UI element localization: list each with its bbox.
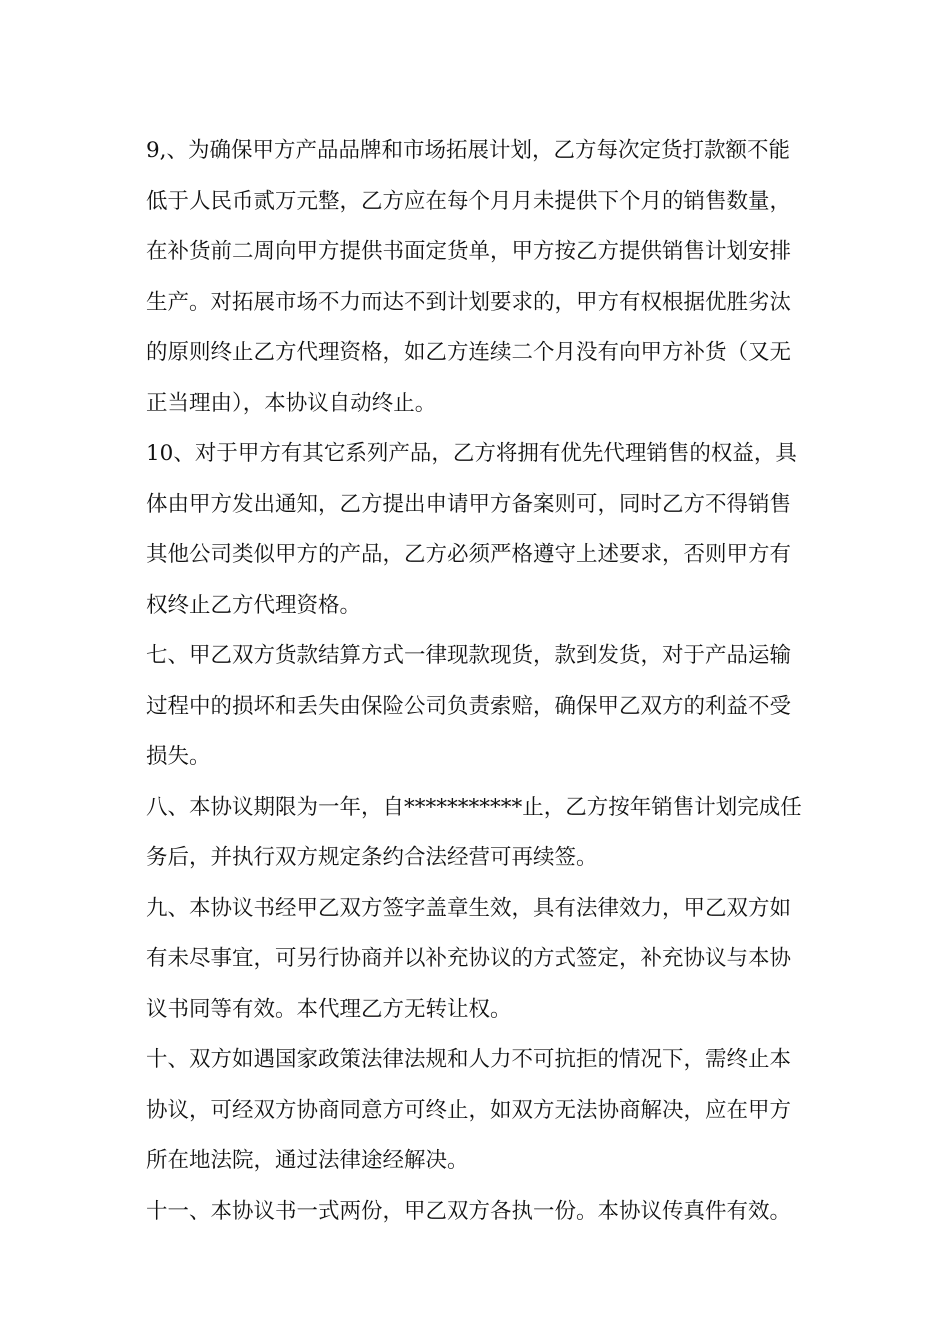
- clause-11-copies: 十一、本协议书一式两份，甲乙双方各执一份。本协议传真件有效。: [146, 1198, 792, 1224]
- clause-10: 10、对于甲方有其它系列产品，乙方将拥有优先代理销售的权益，具体由甲方发出通知，乙方提出申请甲方备案则可，同时乙方不得销售其他公司类似甲方的产品，乙方必须严格遵守上述要求，否则甲方有权终止乙方代理资格。: [146, 441, 797, 618]
- document-body: [146, 126, 811, 1237]
- clause-7-payment: 七、甲乙双方货款结算方式一律现款现货，款到发货，对于产品运输过程中的损坏和丢失由保险公司负责索赔，确保甲乙双方的利益不受损失。: [146, 643, 792, 769]
- clause-10-force-majeure: 十、双方如遇国家政策法律法规和人力不可抗拒的情况下，需终止本协议，可经双方协商同意方可终止，如双方无法协商解决，应在甲方所在地法院，通过法律途经解决。: [146, 1047, 792, 1173]
- clause-8-term: 八、本协议期限为一年，自***********止，乙方按年销售计划完成任务后，并执行双方规定条约合法经营可再续签。: [146, 794, 802, 870]
- clause-9-effect: 九、本协议书经甲乙双方签字盖章生效，具有法律效力，甲乙双方如有未尽事宜，可另行协商并以补充协议的方式签定，补充协议与本协议书同等有效。本代理乙方无转让权。: [146, 895, 792, 1022]
- clause-9: 9,、为确保甲方产品品牌和市场拓展计划，乙方每次定货打款额不能低于人民币贰万元整，乙方应在每个月月未提供下个月的销售数量，在补货前二周向甲方提供书面定货单，甲方按乙方提供销售计划安排生产。对拓展市场不力而达不到计划要求的，甲方有权根据优胜劣汰的原则终止乙方代理资格，如乙方连续二个月没有向甲方补货（又无正当理由），本协议自动终止。: [146, 138, 792, 416]
